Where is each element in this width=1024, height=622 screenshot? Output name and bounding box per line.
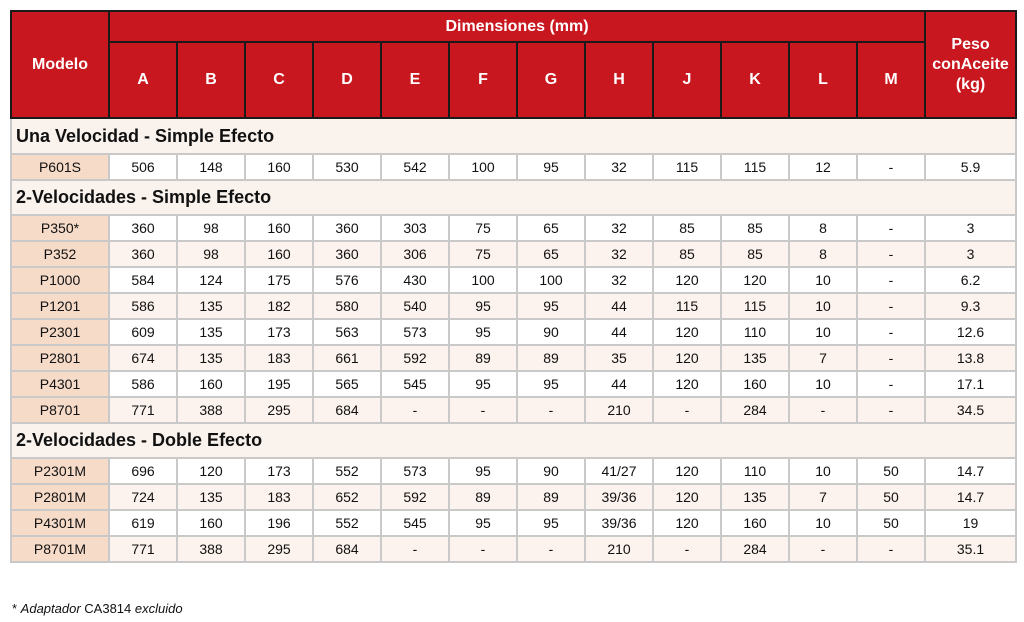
dimension-cell: 210 — [585, 397, 653, 423]
dimension-cell: 85 — [653, 215, 721, 241]
header-col-a: A — [109, 42, 177, 118]
dimension-cell: 8 — [789, 241, 857, 267]
dimension-cell: 10 — [789, 293, 857, 319]
section-title: 2-Velocidades - Doble Efecto — [11, 423, 1016, 458]
weight-cell: 6.2 — [925, 267, 1016, 293]
dimension-cell: 115 — [653, 293, 721, 319]
dimension-cell: 135 — [177, 319, 245, 345]
table-row — [11, 510, 1016, 536]
dimension-cell: 32 — [585, 154, 653, 180]
dimension-cell: 542 — [381, 154, 449, 180]
dimension-cell: 120 — [653, 510, 721, 536]
section-row — [11, 180, 1016, 215]
dimension-cell: 195 — [245, 371, 313, 397]
dimension-cell: 65 — [517, 215, 585, 241]
dimension-cell: 674 — [109, 345, 177, 371]
dimension-cell: 573 — [381, 458, 449, 484]
dimension-cell: 89 — [517, 345, 585, 371]
dimension-cell: 95 — [517, 293, 585, 319]
header-peso-line3: (kg) — [955, 75, 986, 93]
model-cell: P1000 — [11, 267, 109, 293]
dimension-cell: 580 — [313, 293, 381, 319]
weight-cell: 5.9 — [925, 154, 1016, 180]
dimension-cell: 586 — [109, 293, 177, 319]
dimension-cell: 160 — [245, 241, 313, 267]
dimension-cell: - — [857, 319, 925, 345]
header-col-j: J — [653, 42, 721, 118]
dimension-cell: 724 — [109, 484, 177, 510]
dimension-cell: 95 — [517, 154, 585, 180]
dimension-cell: 100 — [449, 154, 517, 180]
dimension-cell: 120 — [653, 371, 721, 397]
dimension-cell: 619 — [109, 510, 177, 536]
dimension-cell: 360 — [313, 241, 381, 267]
weight-cell: 12.6 — [925, 319, 1016, 345]
dimension-cell: - — [449, 397, 517, 423]
dimension-cell: 115 — [721, 293, 789, 319]
model-cell: P2801 — [11, 345, 109, 371]
dimension-cell: - — [381, 536, 449, 562]
weight-cell: 14.7 — [925, 458, 1016, 484]
dimension-cell: - — [789, 397, 857, 423]
dimension-cell: - — [857, 241, 925, 267]
dimension-cell: 39/36 — [585, 510, 653, 536]
dimension-cell: 135 — [721, 345, 789, 371]
dimension-cell: 135 — [721, 484, 789, 510]
footnote — [12, 601, 183, 616]
dimension-cell: 10 — [789, 510, 857, 536]
weight-cell: 34.5 — [925, 397, 1016, 423]
header-peso — [925, 11, 1016, 118]
dimension-cell: 306 — [381, 241, 449, 267]
dimension-cell: 303 — [381, 215, 449, 241]
dimension-cell: 75 — [449, 215, 517, 241]
dimension-cell: 360 — [313, 215, 381, 241]
dimension-cell: 771 — [109, 536, 177, 562]
model-cell: P2301 — [11, 319, 109, 345]
table-row — [11, 241, 1016, 267]
dimension-cell: 609 — [109, 319, 177, 345]
dimension-cell: - — [381, 397, 449, 423]
model-cell: P2801M — [11, 484, 109, 510]
dimension-cell: 95 — [517, 510, 585, 536]
weight-cell: 14.7 — [925, 484, 1016, 510]
dimension-cell: 75 — [449, 241, 517, 267]
dimension-cell: 196 — [245, 510, 313, 536]
dimension-cell: 295 — [245, 536, 313, 562]
dimension-cell: 552 — [313, 458, 381, 484]
header-col-f: F — [449, 42, 517, 118]
section-title: 2-Velocidades - Simple Efecto — [11, 180, 1016, 215]
dimension-cell: 183 — [245, 484, 313, 510]
dimension-cell: 120 — [653, 458, 721, 484]
dimension-cell: 148 — [177, 154, 245, 180]
dimension-cell: - — [857, 536, 925, 562]
section-row — [11, 118, 1016, 154]
dimension-cell: 95 — [449, 293, 517, 319]
footnote-italic-1: Adaptador — [20, 601, 81, 616]
dimension-cell: - — [449, 536, 517, 562]
dimension-cell: 545 — [381, 510, 449, 536]
header-peso-line1: Peso — [951, 35, 990, 53]
dimension-cell: 50 — [857, 510, 925, 536]
dimension-cell: - — [789, 536, 857, 562]
dimension-cell: 90 — [517, 319, 585, 345]
dimension-cell: - — [857, 154, 925, 180]
footnote-code: CA3814 — [80, 601, 135, 616]
header-col-d: D — [313, 42, 381, 118]
table-row — [11, 371, 1016, 397]
dimension-cell: 100 — [449, 267, 517, 293]
dimension-cell: - — [857, 293, 925, 319]
dimension-cell: 98 — [177, 215, 245, 241]
dimension-cell: 90 — [517, 458, 585, 484]
dimension-cell: 506 — [109, 154, 177, 180]
dimension-cell: 160 — [245, 154, 313, 180]
dimension-cell: 135 — [177, 484, 245, 510]
dimension-cell: 295 — [245, 397, 313, 423]
header-col-m: M — [857, 42, 925, 118]
dimension-cell: 7 — [789, 345, 857, 371]
dimension-cell: 175 — [245, 267, 313, 293]
dimension-cell: 360 — [109, 241, 177, 267]
dimension-cell: 284 — [721, 397, 789, 423]
model-cell: P8701 — [11, 397, 109, 423]
dimension-cell: 576 — [313, 267, 381, 293]
weight-cell: 3 — [925, 215, 1016, 241]
dimension-cell: - — [653, 397, 721, 423]
dimension-cell: 89 — [517, 484, 585, 510]
dimension-cell: 661 — [313, 345, 381, 371]
weight-cell: 17.1 — [925, 371, 1016, 397]
dimension-cell: 110 — [721, 458, 789, 484]
dimension-cell: 110 — [721, 319, 789, 345]
footnote-italic-2: excluido — [134, 601, 183, 616]
dimension-cell: 35 — [585, 345, 653, 371]
dimension-cell: 95 — [517, 371, 585, 397]
dimension-cell: 98 — [177, 241, 245, 267]
table-row — [11, 345, 1016, 371]
dimension-cell: 388 — [177, 536, 245, 562]
dimension-cell: 44 — [585, 319, 653, 345]
dimension-cell: - — [857, 267, 925, 293]
table-row — [11, 397, 1016, 423]
model-cell: P2301M — [11, 458, 109, 484]
dimension-cell: 89 — [449, 345, 517, 371]
dimension-cell: 565 — [313, 371, 381, 397]
dimension-cell: 120 — [653, 267, 721, 293]
table-row — [11, 293, 1016, 319]
dimension-cell: - — [653, 536, 721, 562]
dimension-cell: 120 — [653, 319, 721, 345]
header-col-l: L — [789, 42, 857, 118]
section-row — [11, 423, 1016, 458]
dimension-cell: 50 — [857, 484, 925, 510]
table-row — [11, 267, 1016, 293]
header-col-g: G — [517, 42, 585, 118]
dimension-cell: 95 — [449, 510, 517, 536]
dimension-cell: 652 — [313, 484, 381, 510]
dimension-cell: 115 — [721, 154, 789, 180]
dimension-cell: - — [857, 397, 925, 423]
dimension-cell: 124 — [177, 267, 245, 293]
table-row — [11, 319, 1016, 345]
dimension-cell: 44 — [585, 293, 653, 319]
table-row — [11, 536, 1016, 562]
dimension-cell: 32 — [585, 241, 653, 267]
dimension-cell: 100 — [517, 267, 585, 293]
dimension-cell: 44 — [585, 371, 653, 397]
dimension-cell: 95 — [449, 319, 517, 345]
section-title: Una Velocidad - Simple Efecto — [11, 118, 1016, 154]
header-col-e: E — [381, 42, 449, 118]
dimension-cell: 210 — [585, 536, 653, 562]
model-cell: P4301M — [11, 510, 109, 536]
dimension-cell: 135 — [177, 293, 245, 319]
dimension-cell: - — [517, 397, 585, 423]
header-peso-line2: conAceite — [932, 55, 1009, 73]
table-row — [11, 154, 1016, 180]
weight-cell: 19 — [925, 510, 1016, 536]
dimension-cell: 388 — [177, 397, 245, 423]
table-body — [11, 118, 1016, 562]
dimension-cell: - — [857, 371, 925, 397]
table-row — [11, 484, 1016, 510]
dimension-cell: 41/27 — [585, 458, 653, 484]
header-col-b: B — [177, 42, 245, 118]
dimension-cell: 32 — [585, 215, 653, 241]
dimension-cell: 584 — [109, 267, 177, 293]
dimension-cell: 696 — [109, 458, 177, 484]
model-cell: P4301 — [11, 371, 109, 397]
dimension-cell: 160 — [245, 215, 313, 241]
dimension-cell: 173 — [245, 319, 313, 345]
dimension-cell: 540 — [381, 293, 449, 319]
dimension-cell: 50 — [857, 458, 925, 484]
weight-cell: 3 — [925, 241, 1016, 267]
dimension-cell: 360 — [109, 215, 177, 241]
model-cell: P601S — [11, 154, 109, 180]
dimension-cell: 85 — [721, 215, 789, 241]
dimension-cell: 10 — [789, 267, 857, 293]
dimension-cell: 10 — [789, 371, 857, 397]
dimension-cell: 160 — [721, 510, 789, 536]
dimension-cell: 65 — [517, 241, 585, 267]
dimension-cell: 592 — [381, 484, 449, 510]
dimension-cell: 85 — [721, 241, 789, 267]
model-cell: P8701M — [11, 536, 109, 562]
header-dimensiones: Dimensiones (mm) — [109, 11, 925, 42]
dimension-cell: 183 — [245, 345, 313, 371]
dimension-cell: 120 — [721, 267, 789, 293]
dimension-cell: 8 — [789, 215, 857, 241]
weight-cell: 9.3 — [925, 293, 1016, 319]
dimension-cell: - — [517, 536, 585, 562]
dimension-cell: 7 — [789, 484, 857, 510]
dimension-cell: 160 — [721, 371, 789, 397]
header-col-k: K — [721, 42, 789, 118]
table-row — [11, 458, 1016, 484]
dimension-cell: 39/36 — [585, 484, 653, 510]
dimension-cell: 182 — [245, 293, 313, 319]
dimension-cell: 552 — [313, 510, 381, 536]
model-cell: P352 — [11, 241, 109, 267]
dimension-cell: 10 — [789, 458, 857, 484]
dimension-cell: 120 — [653, 345, 721, 371]
dimension-cell: 684 — [313, 397, 381, 423]
dimension-cell: 85 — [653, 241, 721, 267]
header-modelo: Modelo — [11, 11, 109, 118]
dimension-cell: 160 — [177, 510, 245, 536]
dimension-cell: 430 — [381, 267, 449, 293]
weight-cell: 35.1 — [925, 536, 1016, 562]
model-cell: P350* — [11, 215, 109, 241]
dimension-cell: 530 — [313, 154, 381, 180]
dimension-cell: - — [857, 345, 925, 371]
dimension-cell: 160 — [177, 371, 245, 397]
dimension-cell: 120 — [653, 484, 721, 510]
dimension-cell: 592 — [381, 345, 449, 371]
dimension-cell: 12 — [789, 154, 857, 180]
weight-cell: 13.8 — [925, 345, 1016, 371]
dimension-cell: - — [857, 215, 925, 241]
dimension-cell: 120 — [177, 458, 245, 484]
specs-table — [10, 10, 1017, 563]
dimension-cell: 95 — [449, 458, 517, 484]
dimension-cell: 10 — [789, 319, 857, 345]
dimension-cell: 573 — [381, 319, 449, 345]
dimension-cell: 173 — [245, 458, 313, 484]
footnote-prefix: * — [12, 601, 21, 616]
dimension-cell: 545 — [381, 371, 449, 397]
dimension-cell: 586 — [109, 371, 177, 397]
header-col-h: H — [585, 42, 653, 118]
dimension-cell: 563 — [313, 319, 381, 345]
model-cell: P1201 — [11, 293, 109, 319]
dimension-cell: 684 — [313, 536, 381, 562]
dimension-cell: 115 — [653, 154, 721, 180]
dimension-cell: 32 — [585, 267, 653, 293]
dimension-cell: 771 — [109, 397, 177, 423]
table-row — [11, 215, 1016, 241]
dimension-cell: 89 — [449, 484, 517, 510]
dimension-cell: 95 — [449, 371, 517, 397]
dimension-cell: 284 — [721, 536, 789, 562]
header-col-c: C — [245, 42, 313, 118]
dimension-cell: 135 — [177, 345, 245, 371]
